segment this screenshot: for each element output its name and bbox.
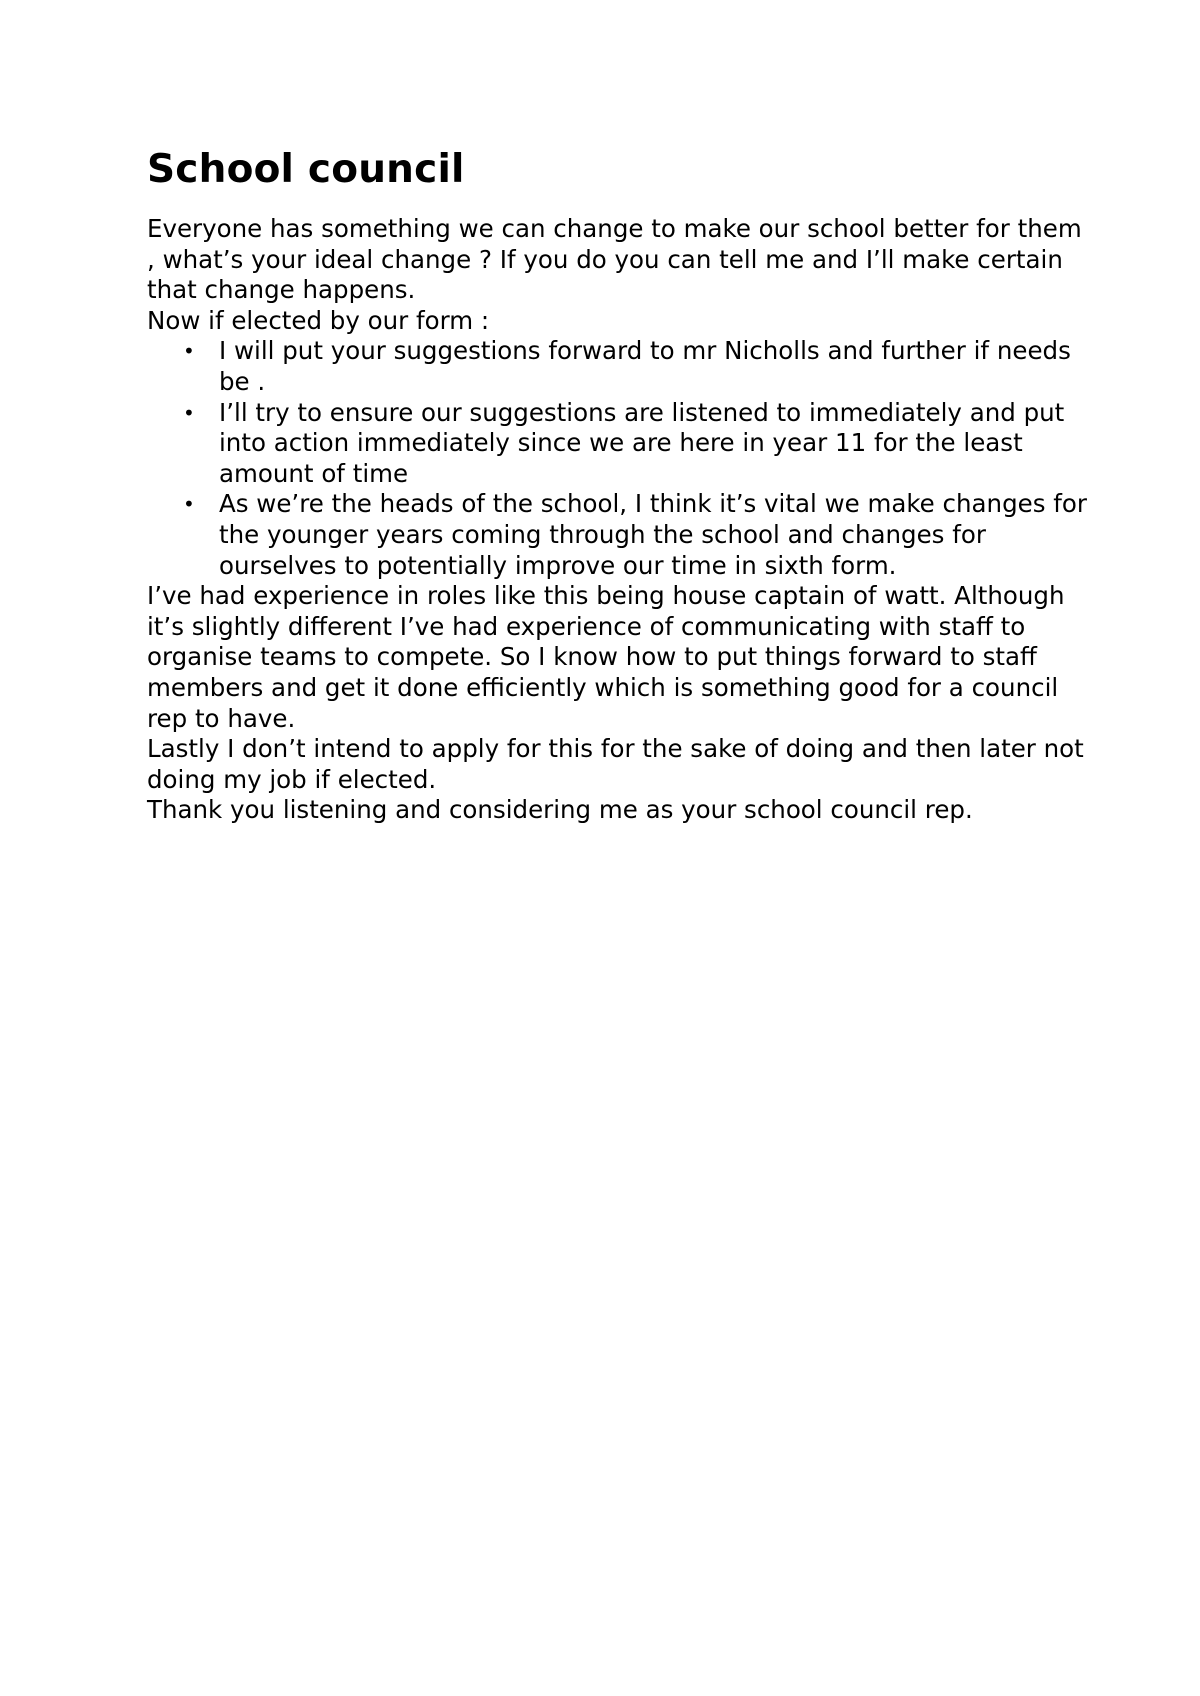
thank-you-line: Thank you listening and considering me as your school council rep. <box>147 795 973 825</box>
pledge-list <box>147 336 1087 581</box>
intro-paragraph: Everyone has something we can change to make our school better for them , what’s your ideal change ? If you do you can tell me and I’ll make certain that change happens. <box>147 214 1082 305</box>
document-body <box>147 214 1087 826</box>
form-lead-in: Now if elected by our form : <box>147 305 490 335</box>
bullet-icon: • <box>183 400 195 425</box>
bullet-icon: • <box>183 492 195 517</box>
bullet-icon: • <box>183 339 195 364</box>
document-page <box>147 140 1087 826</box>
experience-paragraph: I’ve had experience in roles like this being house captain of watt. Although it’s slightly different I’ve had experience of communicating with staff to organise teams to compete. So I know how to put things forward to staff members and get it done efficiently which is something good for a council rep to have. <box>147 581 1065 733</box>
list-item-text: I will put your suggestions forward to mr Nicholls and further if needs be . <box>219 336 1071 396</box>
list-item <box>147 489 1087 581</box>
list-item-text: I’ll try to ensure our suggestions are listened to immediately and put into action immediately since we are here in year 11 for the least amount of time <box>219 397 1065 488</box>
list-item-text: As we’re the heads of the school, I think it’s vital we make changes for the younger years coming through the school and changes for ourselves to potentially improve our time in sixth form. <box>219 489 1087 580</box>
document-title: School council <box>147 147 465 192</box>
list-item <box>147 398 1087 490</box>
commitment-paragraph: Lastly I don’t intend to apply for this for the sake of doing and then later not doing my job if elected. <box>147 734 1084 794</box>
list-item <box>147 336 1087 397</box>
